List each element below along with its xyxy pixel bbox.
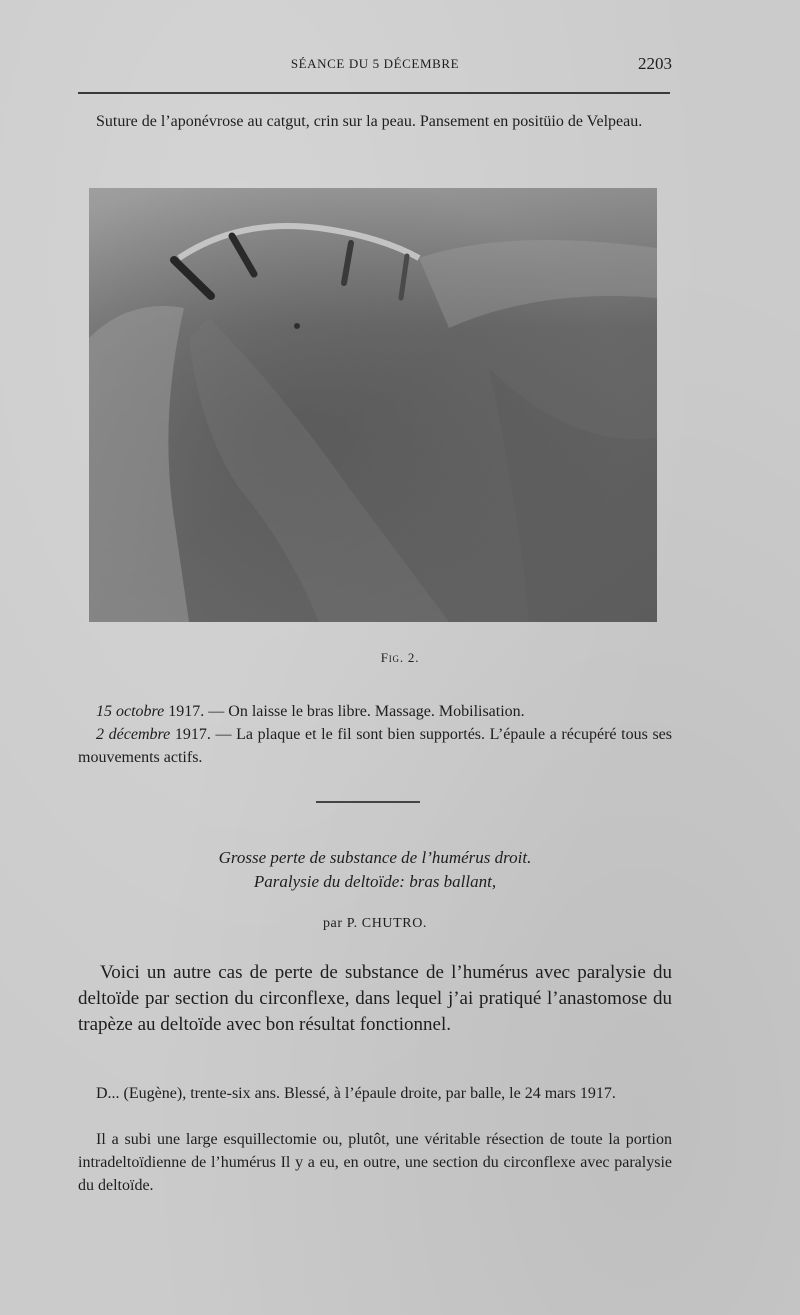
case-paragraph: D... (Eugène), trente-six ans. Blessé, à l’épaule droite, par balle, le 24 mars 1917. <box>96 1085 616 1102</box>
lead-paragraph: Voici un autre cas de perte de substance de l’humérus avec paralysie du deltoïde par section du circonflexe, dans lequel j’ai pratiqué l’anastomose du trapèze au deltoïde avec bon résultat fonctionnel. <box>78 962 672 1035</box>
article-byline: par P. CHUTRO. <box>322 916 428 931</box>
radiograph-image <box>89 188 657 622</box>
followup-note-1 <box>78 700 672 723</box>
article-title-line-1: Grosse perte de substance de l’humérus droit. <box>218 848 532 867</box>
note-1-year: 1917. — <box>164 703 229 720</box>
case-detail-paragraph: Il a subi une large esquillectomie ou, plutôt, une véritable résection de toute la portion intradeltoïdienne de l’humérus Il y a eu, en outre, une section du circonflexe avec paralysie du deltoïde. <box>78 1131 672 1194</box>
note-1-text: On laisse le bras libre. Massage. Mobilisation. <box>228 703 525 720</box>
figure-caption <box>0 650 800 666</box>
note-2-year: 1917. — <box>170 726 237 743</box>
article-title-line-2: Paralysie du deltoïde: bras ballant, <box>253 872 497 891</box>
note-2-date: 2 décembre <box>96 726 171 743</box>
header-rule <box>78 92 670 94</box>
note-1-date: 15 octobre <box>96 703 165 720</box>
figure-caption-text: Fig. 2. <box>380 650 420 665</box>
section-divider <box>316 801 420 803</box>
followup-note-2 <box>78 723 672 769</box>
article-title <box>78 846 672 894</box>
running-head <box>78 56 672 78</box>
radiograph-figure <box>89 188 657 622</box>
running-title: SÉANCE DU 5 DÉCEMBRE <box>290 56 460 71</box>
page-number: 2203 <box>638 54 672 73</box>
intro-paragraph: Suture de l’aponévrose au catgut, crin sur la peau. Pansement en positüio de Velpeau. <box>96 113 643 130</box>
note-2-text: La plaque et le fil sont bien supportés. L’épaule a récupéré tous ses mouvements actifs. <box>78 726 672 766</box>
